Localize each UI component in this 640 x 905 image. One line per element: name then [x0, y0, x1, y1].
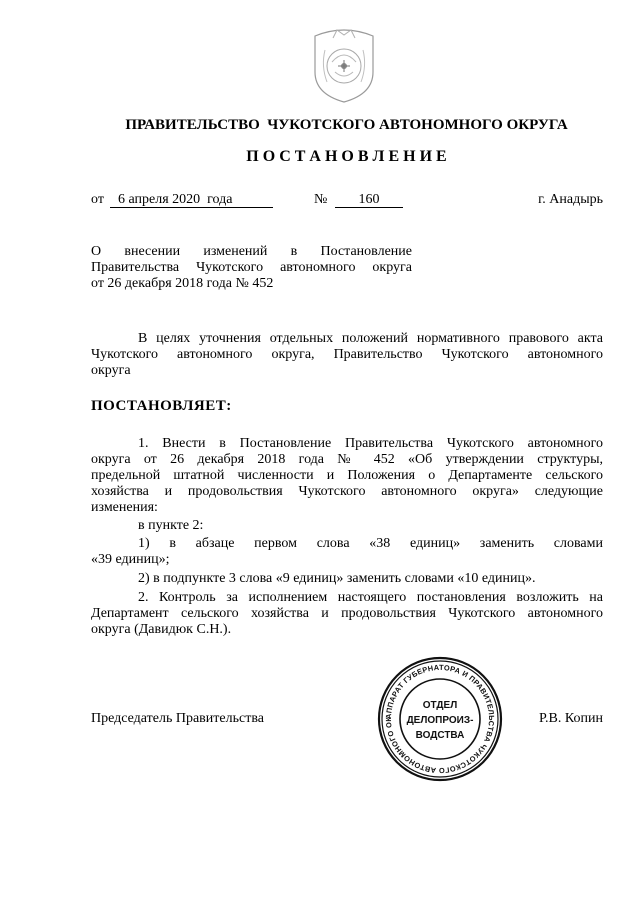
item-2-line-1: 2. Контроль за исполнением настоящего постановления возложить на [138, 590, 603, 605]
item-2-line-3: округа (Давидюк С.Н.). [91, 622, 232, 637]
sub-item-1-line-1: 1) в абзаце первом слова «38 единиц» заменить словами [138, 536, 603, 551]
item-1-line-5: изменения: [91, 500, 158, 515]
item-1-sub-heading: в пункте 2: [138, 518, 204, 533]
sub-item-2: 2) в подпункте 3 слова «9 единиц» заменить словами «10 единиц». [138, 571, 536, 586]
government-title: ПРАВИТЕЛЬСТВО ЧУКОТСКОГО АВТОНОМНОГО ОКРУГА [125, 117, 568, 133]
item-1-line-4: хозяйства и продовольствия Чукотского автономного округа» следующие [91, 484, 603, 499]
number-label: № [314, 192, 328, 207]
city-label: г. Анадырь [538, 192, 603, 207]
item-1-line-3: предельной штатной численности и Положения о Департаменте сельского [91, 468, 603, 483]
subject-line-1: О внесении изменений в Постановление [91, 244, 412, 259]
preamble-line-2: Чукотского автономного округа, Правительство Чукотского автономного [91, 347, 603, 362]
decree-word: ПОСТАНОВЛЯЕТ: [91, 398, 232, 414]
signatory-name: Р.В. Копин [539, 711, 603, 726]
number-field [335, 192, 403, 208]
preamble-line-1: В целях уточнения отдельных положений нормативного правового акта [138, 331, 603, 346]
date-label: от [91, 192, 104, 207]
item-1-line-1: 1. Внести в Постановление Правительства Чукотского автономного [138, 436, 603, 451]
subject-line-3: от 26 декабря 2018 года № 452 [91, 276, 274, 291]
date-field [110, 192, 273, 208]
item-2-line-2: Департамент сельского хозяйства и продовольствия Чукотского автономного [91, 606, 603, 621]
item-1-line-2: округа от 26 декабря 2018 года № 452 «Об утверждении структуры, [91, 452, 603, 467]
stamp-line-2: ДЕЛОПРОИЗ- [406, 715, 474, 726]
preamble-line-3: округа [91, 363, 131, 378]
office-stamp [377, 656, 503, 782]
date-value: 6 апреля 2020 года [118, 192, 233, 207]
stamp-line-1: ОТДЕЛ [422, 700, 458, 711]
coat-of-arms-emblem [311, 26, 377, 104]
sub-item-1-line-2: «39 единиц»; [91, 552, 170, 567]
subject-line-2: Правительства Чукотского автономного округа [91, 260, 412, 275]
document-type-title: П О С Т А Н О В Л Е Н И Е [246, 148, 447, 165]
signatory-position: Председатель Правительства [91, 711, 264, 726]
stamp-ring-text: АППАРАТ ГУБЕРНАТОРА И ПРАВИТЕЛЬСТВА ЧУКОТСКОГО АВТОНОМНОГО ОК [383, 662, 497, 776]
stamp-line-3: ВОДСТВА [415, 730, 465, 741]
number-value: 160 [358, 192, 380, 207]
